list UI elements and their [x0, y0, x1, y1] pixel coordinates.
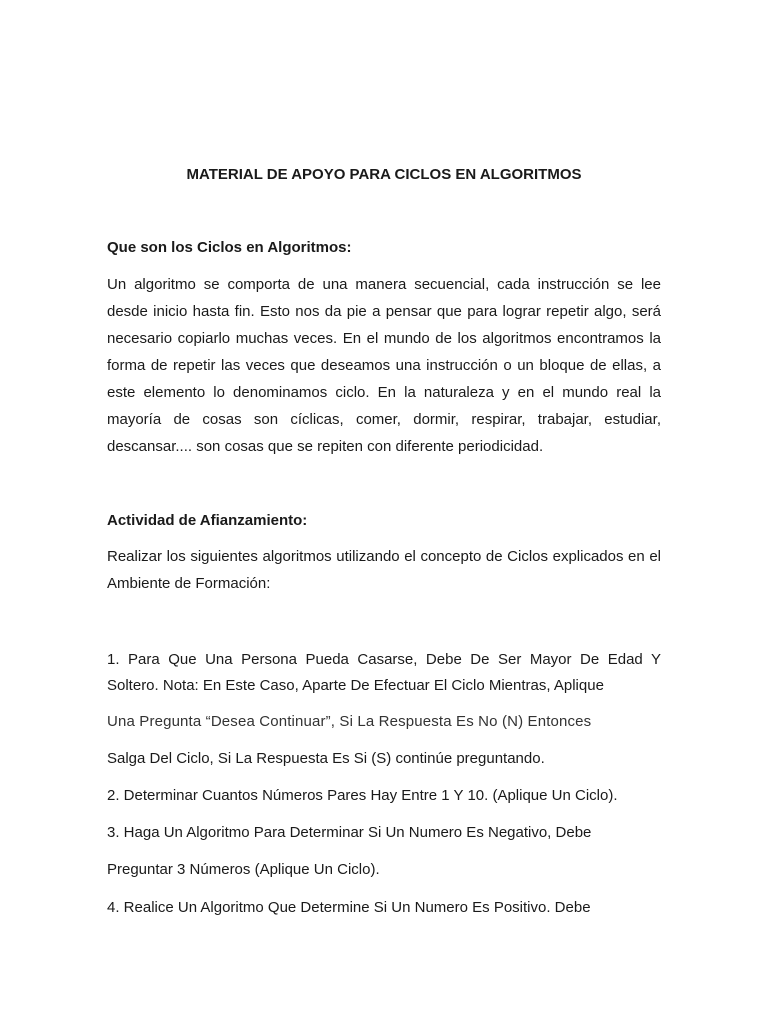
list-item-1-line: Salga Del Ciclo, Si La Respuesta Es Si (S) continúe preguntando. — [107, 750, 545, 767]
paragraph-line: Un algoritmo se comporta de una manera secuencial, cada instrucción se lee — [107, 276, 661, 293]
list-item-3-line: Preguntar 3 Números (Aplique Un Ciclo). — [107, 861, 380, 878]
list-item-1-line: Una Pregunta “Desea Continuar”, Si La Respuesta Es No (N) Entonces — [107, 713, 592, 730]
paragraph-line: mayoría de cosas son cíclicas, comer, dormir, respirar, trabajar, estudiar, — [107, 411, 661, 428]
paragraph-line-last: Ambiente de Formación: — [107, 575, 271, 592]
paragraph-line: este elemento lo denominamos ciclo. En la naturaleza y en el mundo real la — [107, 384, 661, 401]
paragraph-line: Realizar los siguientes algoritmos utilizando el concepto de Ciclos explicados en el — [107, 548, 661, 565]
section-heading-actividad: Actividad de Afianzamiento: — [107, 512, 308, 529]
list-item-3-line: 3. Haga Un Algoritmo Para Determinar Si Un Numero Es Negativo, Debe — [107, 824, 592, 841]
list-item-4-line: 4. Realice Un Algoritmo Que Determine Si Un Numero Es Positivo. Debe — [107, 899, 591, 916]
section-heading-ciclos: Que son los Ciclos en Algoritmos: — [107, 239, 352, 256]
paragraph-line: necesario copiarlo muchas veces. En el mundo de los algoritmos encontramos la — [107, 330, 661, 347]
paragraph-line: forma de repetir las veces que deseamos una instrucción o un bloque de ellas, a — [107, 357, 661, 374]
document-title: MATERIAL DE APOYO PARA CICLOS EN ALGORITMOS — [186, 166, 582, 183]
list-item-2: 2. Determinar Cuantos Números Pares Hay Entre 1 Y 10. (Aplique Un Ciclo). — [107, 787, 618, 804]
list-item-1-line: 1. Para Que Una Persona Pueda Casarse, Debe De Ser Mayor De Edad Y — [107, 651, 661, 668]
paragraph-line: desde inicio hasta fin. Esto nos da pie a pensar que para lograr repetir algo, será — [107, 303, 661, 320]
paragraph-line-last: descansar.... son cosas que se repiten con diferente periodicidad. — [107, 438, 544, 455]
list-item-1-line: Soltero. Nota: En Este Caso, Aparte De Efectuar El Ciclo Mientras, Aplique — [107, 677, 604, 694]
